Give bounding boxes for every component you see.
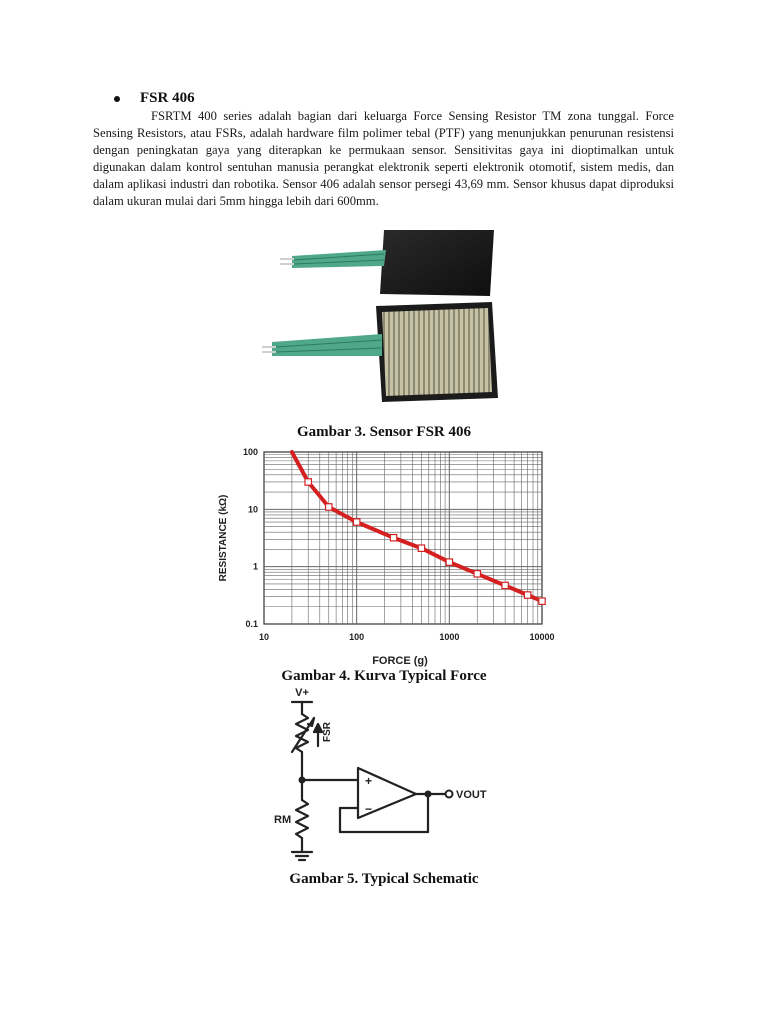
opamp-minus-label: −: [365, 802, 373, 816]
fig3-caption: Gambar 3. Sensor FSR 406: [296, 424, 472, 440]
chart-y-ticks: [243, 447, 258, 629]
chart-x-tick-label: 1000: [439, 632, 460, 642]
chart-point: [305, 479, 311, 485]
chart-point: [326, 504, 332, 510]
chart-point: [502, 582, 508, 588]
chart-y-axis-label: RESISTANCE (kΩ): [218, 494, 229, 582]
fsr-label: FSR: [322, 722, 333, 742]
chart-y-tick-label: 0.1: [245, 619, 258, 629]
bullet-icon: [114, 96, 120, 102]
chart-point: [474, 571, 480, 577]
output-node: [425, 791, 432, 798]
section-heading-text: FSR 406: [140, 90, 195, 106]
chart-y-tick-label: 100: [242, 447, 258, 457]
chart-point: [446, 559, 452, 565]
chart-x-tick-label: 10: [258, 632, 270, 642]
vout-label: VOUT: [456, 789, 487, 801]
chart-x-tick-label: 100: [349, 632, 365, 642]
fig4-caption: Gambar 4. Kurva Typical Force: [281, 668, 487, 684]
chart-x-ticks: [259, 632, 555, 642]
vplus-label: V+: [295, 687, 309, 699]
chart-x-axis-label: FORCE (g): [372, 655, 428, 667]
chart-point: [353, 519, 359, 525]
chart-point: [539, 598, 545, 604]
chart-y-tick-label: 10: [247, 504, 258, 515]
opamp-plus-label: +: [365, 774, 373, 788]
fsr-schematic: [268, 684, 504, 868]
chart-y-tick-label: 1: [252, 561, 258, 572]
chart-point: [524, 592, 530, 598]
chart-point: [418, 545, 424, 551]
chart-point: [390, 535, 396, 541]
junction-node: [299, 777, 306, 784]
rm-resistor: [296, 800, 308, 838]
chart-x-tick-label: 10000: [529, 632, 555, 642]
force-resistance-chart: [212, 440, 556, 672]
vout-terminal-icon: [446, 791, 453, 798]
fsr-resistor: [296, 714, 308, 752]
section-paragraph: FSRTM 400 series adalah bagian dari keluarga Force Sensing Resistor TM zona tunggal. Force Sensing Resistors, atau FSRs, adalah hardware film polimer tebal (PTF) yang menunjukkan penurunan resistensi dengan peningkatan gaya yang diterapkan ke permukaan sensor. Sensitivitas gaya ini dioptimalkan untuk digunakan dalam kontrol sentuhan manusia perangkat elektronik seperti elektronik otomotif, sistem medis, dan dalam aplikasi industri dan robotika. Sensor 406 adalah sensor persegi 43,69 mm. Sensor khusus dapat diproduksi dalam ukuran mulai dari 5mm hingga lebih dari 600mm.: [93, 109, 674, 208]
fig5-caption: Gambar 5. Typical Schematic: [289, 871, 479, 887]
section-heading: [112, 90, 195, 107]
rm-label: RM: [274, 814, 292, 826]
sensor-photo: [258, 222, 510, 418]
